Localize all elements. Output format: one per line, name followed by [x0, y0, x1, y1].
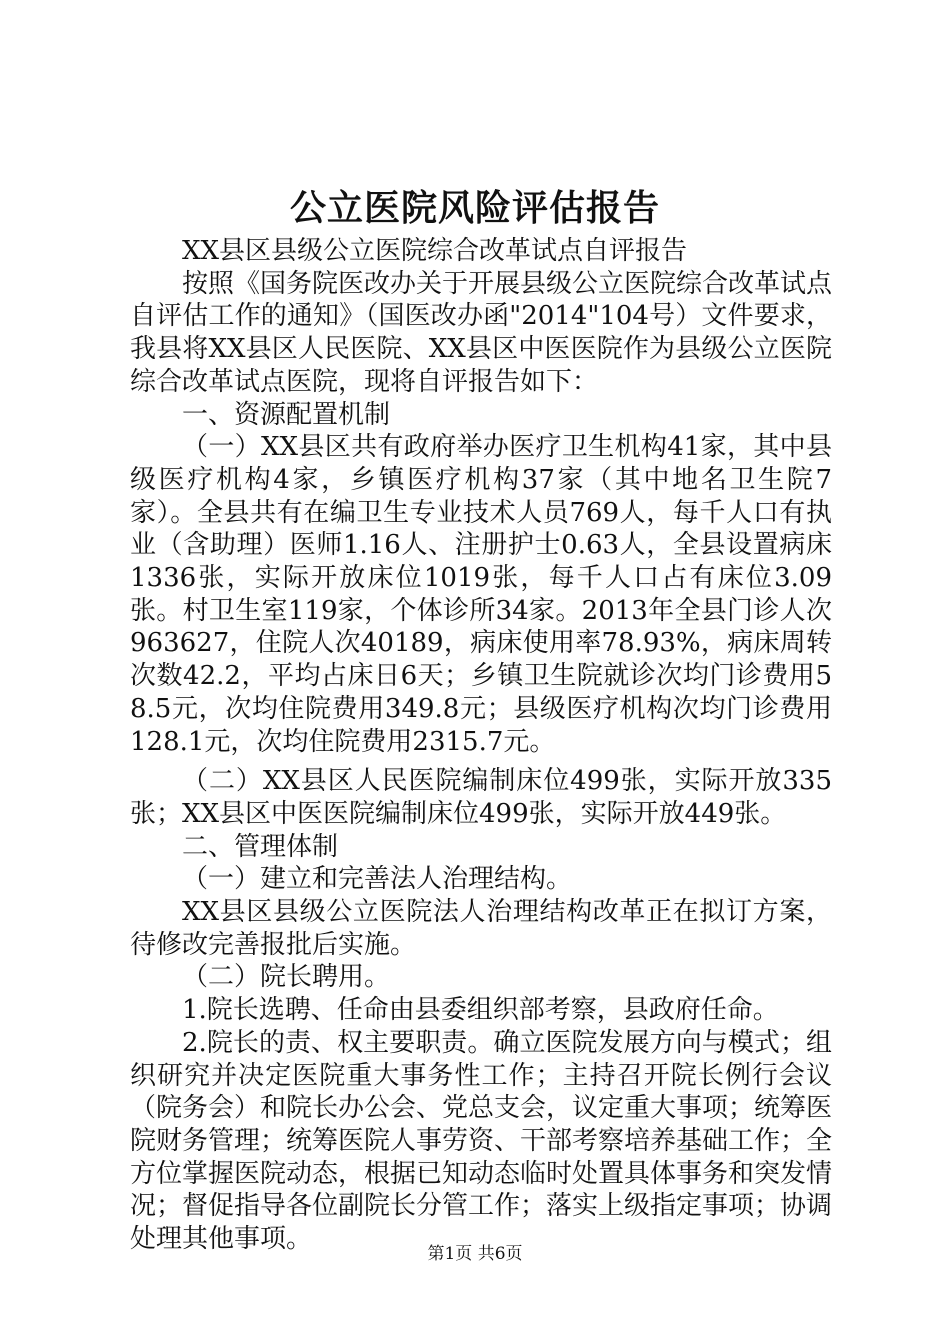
paragraph-director-2: 2.院长的责、权主要职责。确立医院发展方向与模式；组织研究并决定医院重大事务性工作；主持召开院长例行会议（院务会）和院长办公会、党总支会，议定重大事项；统筹医院财务管理；统筹医院人事劳资、干部考察培养基础工作；全方位掌握医院动态，根据已知动态临时处置具体事务和突发情况；督促指导各位副院长分管工作；落实上级指定事项；协调处理其他事项。	[130, 1027, 833, 1255]
paragraph-intro: 按照《国务院医改办关于开展县级公立医院综合改革试点自评估工作的通知》（国医改办函"2014"104号）文件要求，我县将XX县区人民医院、XX县区中医医院作为县级公立医院综合改革试点医院，现将自评报告如下：	[130, 268, 833, 397]
subheading-governance: （一）建立和完善法人治理结构。	[182, 864, 573, 895]
section-heading-management: 二、管理体制	[182, 831, 339, 862]
paragraph-subtitle: XX县区县级公立医院综合改革试点自评报告	[182, 236, 688, 266]
paragraph-director-1: 1.院长选聘、任命由县委组织部考察，县政府任命。	[182, 995, 779, 1026]
subheading-director: （二）院长聘用。	[182, 962, 391, 993]
document-title: 公立医院风险评估报告	[289, 187, 660, 229]
section-heading-resource: 一、资源配置机制	[182, 399, 391, 430]
paragraph-resource-1: （一）XX县区共有政府举办医疗卫生机构41家，其中县级医疗机构4家，乡镇医疗机构37家（其中地名卫生院7家）。全县共有在编卫生专业技术人员769人，每千人口有执业（含助理）医师1.16人、注册护士0.63人，全县设置病床1336张，实际开放床位1019张，每千人口占有床位3.09张。村卫生室119家，个体诊所34家。2013年全县门诊人次963627，住院人次40189，病床使用率78.93%，病床周转次数42.2，平均占床日6天；乡镇卫生院就诊次均门诊费用58.5元，次均住院费用349.8元；县级医疗机构次均门诊费用128.1元，次均住院费用2315.7元。	[130, 432, 832, 757]
page-footer: 第1页 共6页	[427, 1244, 523, 1264]
paragraph-resource-2: （二）XX县区人民医院编制床位499张，实际开放335张；XX县区中医医院编制床位499张，实际开放449张。	[130, 766, 832, 829]
document-body	[130, 235, 832, 1256]
paragraph-governance: XX县区县级公立医院法人治理结构改革正在拟订方案，待修改完善报批后实施。	[130, 897, 832, 960]
